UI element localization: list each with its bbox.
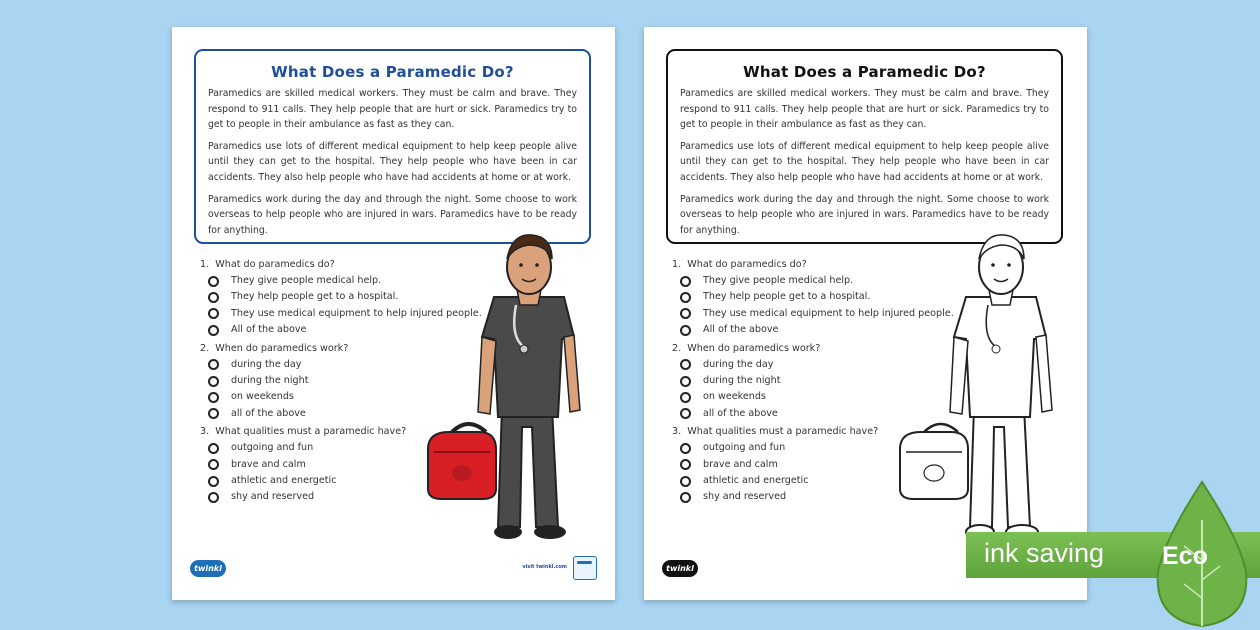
reading-passage-box [666,49,1063,244]
answer-option-label: athletic and energetic [703,474,809,486]
answer-option-label: during the day [231,358,302,370]
worksheet-title: What Does a Paramedic Do? [743,63,986,81]
answer-option-label: They give people medical help. [703,275,854,286]
answer-option-label: shy and reserved [703,491,787,503]
question-number: 3. [200,426,210,438]
radio-circle-icon[interactable] [680,459,691,470]
radio-circle-icon[interactable] [680,308,691,319]
question-text: What do paramedics do? [215,259,335,270]
passage-paragraph-2: Paramedics use lots of different medical equipment to help keep people alive until they can get to the hospital. They help people who have been in car accidents. They also help people who have had accidents at home or at work. [208,140,577,183]
answer-option-label: on weekends [231,391,294,403]
passage-paragraph-1: Paramedics are skilled medical workers. They must be calm and brave. They respond to 911 calls. They help people that are hurt or sick. Paramedics try to get to people in their ambulance as fast as they can. [680,88,1049,131]
radio-circle-icon[interactable] [208,276,219,287]
worksheet-color [172,27,615,600]
radio-circle-icon[interactable] [208,492,219,503]
answer-option-label: during the night [231,374,309,386]
radio-circle-icon[interactable] [208,325,219,336]
ink-saving-label: ink saving [984,538,1105,568]
reading-passage-box [194,49,591,244]
question-number: 1. [672,259,682,270]
radio-circle-icon[interactable] [208,359,219,370]
answer-option-label: brave and calm [703,458,778,470]
radio-circle-icon[interactable] [208,292,219,303]
radio-circle-icon[interactable] [208,408,219,419]
question-number: 1. [200,259,210,270]
radio-circle-icon[interactable] [208,476,219,487]
question-number: 2. [200,342,210,354]
answer-option-label: shy and reserved [231,491,315,503]
answer-option-label: They use medical equipment to help injured people. [231,307,482,319]
radio-circle-icon[interactable] [208,376,219,387]
answer-option-label: They give people medical help. [231,275,382,286]
radio-circle-icon[interactable] [208,459,219,470]
answer-option-label: athletic and energetic [231,474,337,486]
passage-paragraph-3: Paramedics work during the day and through the night. Some choose to work overseas to help people who are injured in wars. Paramedics have to be ready for anything. [208,193,577,236]
answer-option-label: They help people get to a hospital. [703,291,871,303]
radio-circle-icon[interactable] [680,492,691,503]
answer-option-label: They help people get to a hospital. [231,291,399,303]
radio-circle-icon[interactable] [680,376,691,387]
answer-option-label: outgoing and fun [231,442,314,454]
radio-circle-icon[interactable] [680,392,691,403]
radio-circle-icon[interactable] [680,325,691,336]
answer-option-label: They use medical equipment to help injured people. [703,307,954,319]
radio-circle-icon[interactable] [680,292,691,303]
answer-option-label: All of the above [703,324,779,336]
passage-paragraph-3: Paramedics work during the day and through the night. Some choose to work overseas to help people who are injured in wars. Paramedics have to be ready for anything. [680,193,1049,236]
answer-option-label: all of the above [231,407,306,419]
question-text: What qualities must a paramedic have? [687,426,879,438]
radio-circle-icon[interactable] [680,443,691,454]
answer-option-label: brave and calm [231,458,306,470]
radio-circle-icon[interactable] [680,276,691,287]
radio-circle-icon[interactable] [680,359,691,370]
answer-option-label: on weekends [703,391,766,403]
answer-option-label: All of the above [231,324,307,336]
medical-bag-icon [900,432,968,499]
answer-option-label: during the day [703,358,774,370]
worksheet-footer [190,556,597,582]
visit-link[interactable]: visit twinkl.com [522,564,567,570]
radio-circle-icon[interactable] [680,408,691,419]
twinkl-logo: twinkl [662,560,698,577]
question-text: When do paramedics work? [687,342,821,354]
passage-paragraph-1: Paramedics are skilled medical workers. They must be calm and brave. They respond to 911 calls. They help people that are hurt or sick. Paramedics try to get to people in their ambulance as fast as they can. [208,88,577,131]
twinkl-logo: twinkl [190,560,226,577]
radio-circle-icon[interactable] [208,443,219,454]
passage-paragraph-2: Paramedics use lots of different medical equipment to help keep people alive until they can get to the hospital. They help people who have been in car accidents. They also help people who have had accidents at home or at work. [680,140,1049,183]
certified-badge-icon [573,556,597,580]
answer-option-label: during the night [703,374,781,386]
answer-option-label: all of the above [703,407,778,419]
eco-label: Eco [1162,542,1208,570]
eco-ink-saving-badge [966,480,1260,630]
question-text: What qualities must a paramedic have? [215,426,407,438]
paramedic-illustration [424,227,604,557]
medical-bag-icon [428,432,496,499]
question-number: 3. [672,426,682,438]
radio-circle-icon[interactable] [680,476,691,487]
radio-circle-icon[interactable] [208,308,219,319]
radio-circle-icon[interactable] [208,392,219,403]
question-text: What do paramedics do? [687,259,807,270]
question-number: 2. [672,342,682,354]
answer-option-label: outgoing and fun [703,442,786,454]
worksheet-title: What Does a Paramedic Do? [271,63,514,81]
question-text: When do paramedics work? [215,342,349,354]
